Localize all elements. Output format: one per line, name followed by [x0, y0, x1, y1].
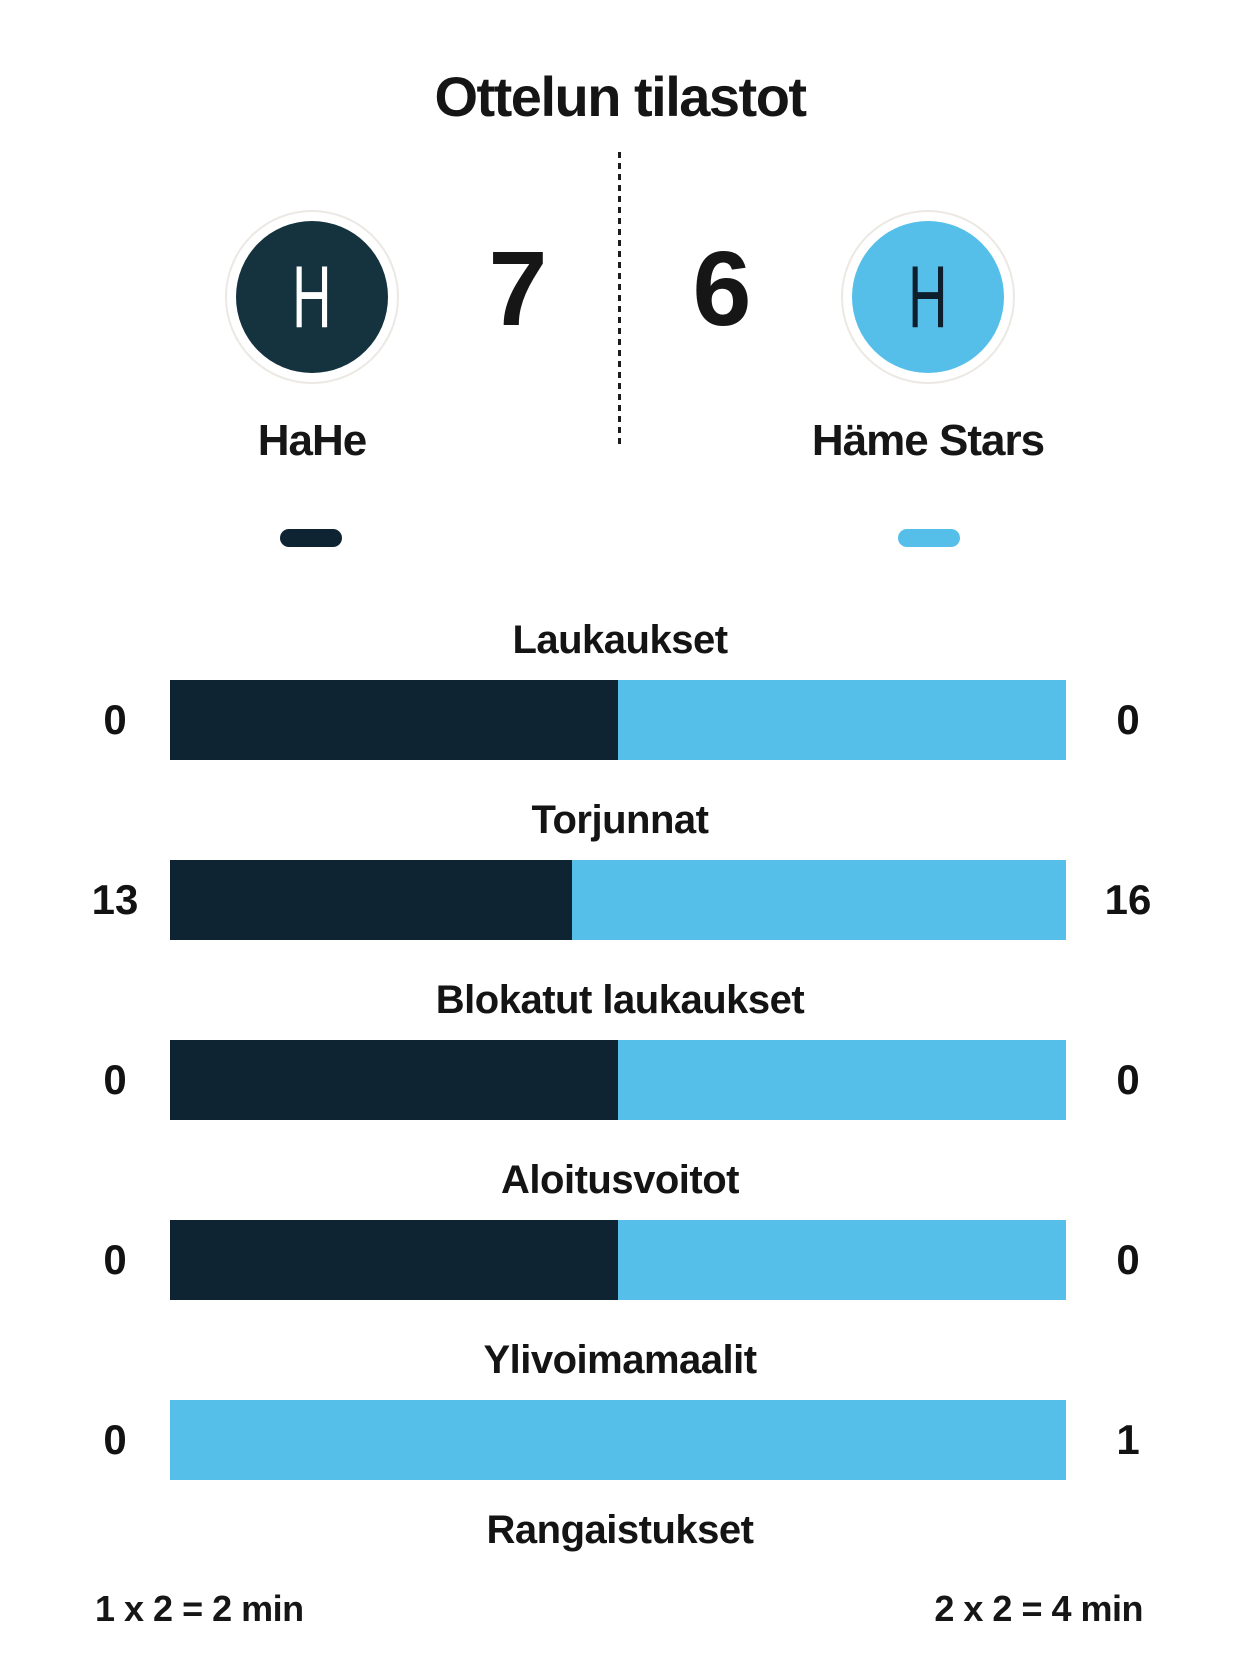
stat-value-away: 0 [1116, 1236, 1140, 1283]
stat-section-4 [0, 1158, 1240, 1338]
home-team-name: HaHe [257, 416, 367, 465]
stat-bar-home-segment [170, 1220, 618, 1300]
stat-bar-away-segment [618, 680, 1066, 760]
away-score: 6 [692, 230, 752, 348]
stat-value-home: 0 [103, 696, 127, 743]
away-logo-ring [841, 210, 1015, 384]
home-logo [236, 221, 388, 373]
stat-value-away: 0 [1116, 1056, 1140, 1103]
stat-bar-away-segment [618, 1040, 1066, 1120]
stat-label: Aloitusvoitot [501, 1158, 739, 1202]
stat-value-away: 1 [1116, 1416, 1140, 1463]
stat-bar [170, 1040, 1066, 1120]
stat-bar [170, 860, 1066, 940]
home-logo-ring [225, 210, 399, 384]
dashed-divider [618, 152, 621, 448]
away-logo-letter: H [908, 247, 948, 346]
stat-bar [170, 1220, 1066, 1300]
stat-label: Laukaukset [512, 618, 728, 662]
away-penalties-value: 2 x 2 = 4 min [934, 1588, 1143, 1629]
stat-value-home: 0 [103, 1056, 127, 1103]
stat-section-2 [0, 798, 1240, 978]
home-logo-letter: H [292, 247, 332, 346]
stat-label: Blokatut laukaukset [435, 978, 805, 1022]
stat-label: Ylivoimamaalit [483, 1338, 757, 1382]
away-team-name: Häme Stars [811, 416, 1045, 465]
home-team [152, 210, 472, 466]
page-title: Ottelun tilastot [434, 65, 806, 128]
stat-section-1 [0, 618, 1240, 798]
stat-value-away: 16 [1104, 876, 1152, 923]
home-score: 7 [488, 230, 548, 348]
stat-section-3 [0, 978, 1240, 1158]
away-team [768, 210, 1088, 466]
stat-value-home: 0 [103, 1236, 127, 1283]
away-legend-pill [898, 529, 960, 547]
stat-bar-away-segment [170, 1400, 1066, 1480]
stat-bar-home-segment [170, 680, 618, 760]
away-logo [852, 221, 1004, 373]
stat-label: Torjunnat [531, 798, 709, 842]
home-penalties-value: 1 x 2 = 2 min [95, 1588, 304, 1629]
home-legend-pill [280, 529, 342, 547]
stat-bar-away-segment [618, 1220, 1066, 1300]
stat-value-home: 0 [103, 1416, 127, 1463]
stat-bar [170, 680, 1066, 760]
stat-value-away: 0 [1116, 696, 1140, 743]
stat-bar-home-segment [170, 860, 572, 940]
penalties-label: Rangaistukset [486, 1508, 754, 1552]
stat-section-5 [0, 1338, 1240, 1518]
stat-value-home: 13 [91, 876, 139, 923]
stat-bar-home-segment [170, 1040, 618, 1120]
stat-bar [170, 1400, 1066, 1480]
stat-bar-away-segment [572, 860, 1066, 940]
